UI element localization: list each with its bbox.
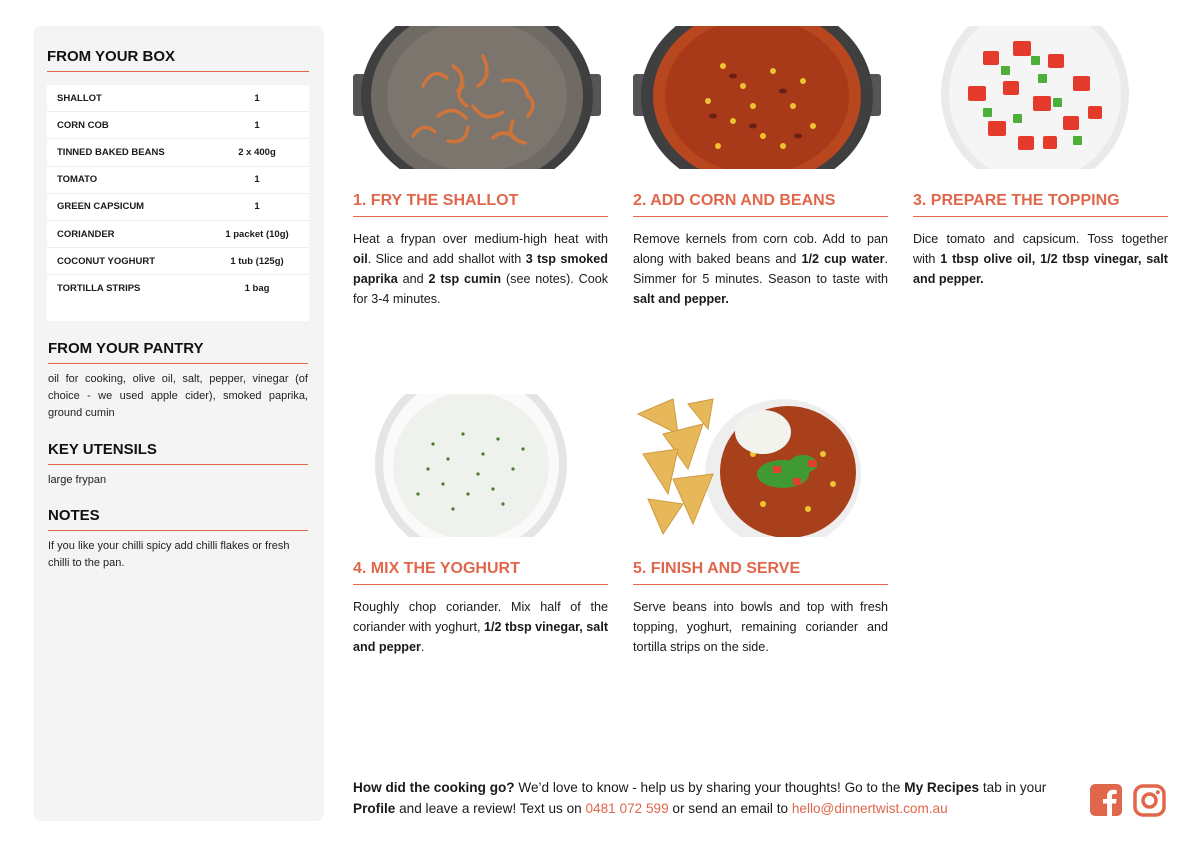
contact-link[interactable]: hello@dinnertwist.com.au: [791, 801, 948, 816]
bold-text: 1/2 tbsp vinegar, salt and pepper: [353, 620, 609, 654]
step-3-text: [913, 229, 1168, 289]
step-2-text: [633, 229, 888, 309]
text-segment: (see notes). Cook for 3-4 minutes.: [353, 272, 608, 306]
table-row: [47, 167, 309, 194]
bold-text: oil: [353, 252, 368, 266]
step-5: [633, 394, 888, 657]
text-segment: . Simmer for 5 minutes. Season to taste with: [633, 252, 889, 286]
step-2-title: 2. ADD CORN AND BEANS: [633, 192, 888, 217]
step-1-title: 1. FRY THE SHALLOT: [353, 192, 608, 217]
notes-section: [48, 507, 308, 572]
step-3-title: 3. PREPARE THE TOPPING: [913, 192, 1168, 217]
text-segment: and: [397, 272, 429, 286]
table-row: [47, 194, 309, 221]
table-row: [47, 275, 309, 301]
ingredient-qty: 1 packet (10g): [225, 228, 289, 240]
table-row: [47, 139, 309, 166]
from-your-pantry-section: [48, 340, 308, 422]
facebook-icon[interactable]: [1090, 784, 1122, 821]
bold-text: How did the cooking go?: [353, 780, 515, 795]
bold-text: 1/2 cup water: [801, 252, 885, 266]
step-2: [633, 26, 888, 309]
step-1: [353, 26, 608, 309]
ingredient-qty: 1: [254, 201, 260, 213]
ingredient-name: CORIANDER: [57, 228, 115, 240]
step-5-text: [633, 597, 888, 657]
ingredient-name: CORN COB: [57, 119, 109, 131]
text-segment: Roughly chop coriander. Mix half of the coriander with yoghurt,: [353, 600, 608, 634]
bold-text: salt and pepper.: [633, 292, 729, 306]
step-4-text: [353, 597, 608, 657]
table-row: [47, 112, 309, 139]
bold-text: 1 tbsp olive oil, 1/2 tbsp vinegar, salt and pepper.: [913, 252, 1168, 286]
step-1-image: [353, 26, 608, 169]
ingredient-name: COCONUT YOGHURT: [57, 255, 155, 267]
ingredient-qty: 1: [254, 92, 260, 104]
step-2-image: [633, 26, 888, 169]
step-4: [353, 394, 608, 657]
step-3-image: [913, 26, 1168, 169]
from-your-box-section: [47, 48, 309, 321]
text-segment: and leave a review! Text us on: [395, 801, 586, 816]
text-segment: Remove kernels from corn cob. Add to pan along with baked beans and: [633, 232, 888, 266]
key-utensils-section: [48, 441, 308, 489]
step-5-image: [633, 394, 888, 537]
ingredients-table: [47, 85, 309, 321]
step-4-image: [353, 394, 608, 537]
notes-text: If you like your chilli spicy add chilli flakes or fresh chilli to the pan.: [48, 540, 290, 569]
ingredient-qty: 2 x 400g: [238, 146, 276, 158]
text-segment: Dice tomato and capsicum. Toss together with: [913, 232, 1168, 266]
ingredient-qty: 1 bag: [244, 282, 270, 294]
step-1-text: [353, 229, 608, 309]
ingredient-name: GREEN CAPSICUM: [57, 201, 145, 213]
text-segment: We’d love to know - help us by sharing your thoughts! Go to the: [514, 780, 905, 795]
ingredient-qty: 1: [254, 119, 260, 131]
table-row: [47, 85, 309, 112]
text-segment: or send an email to: [668, 801, 792, 816]
instagram-icon[interactable]: [1133, 784, 1166, 822]
utensils-text: large frypan: [48, 474, 107, 486]
text-segment: Serve beans into bowls and top with fresh topping, yoghurt, remaining coriander and tortilla strips on the side.: [633, 600, 888, 654]
ingredient-name: TINNED BAKED BEANS: [57, 146, 165, 158]
step-3: [913, 26, 1168, 289]
text-segment: .: [420, 640, 425, 654]
ingredient-qty: 1 tub (125g): [230, 255, 284, 267]
step-5-title: 5. FINISH AND SERVE: [633, 560, 888, 585]
ingredients-sidebar: [33, 26, 324, 821]
text-segment: Heat a frypan over medium-high heat with: [353, 232, 608, 246]
table-row: [47, 248, 309, 275]
from-your-box-title: FROM YOUR BOX: [47, 48, 309, 72]
ingredient-qty: 1: [254, 174, 260, 186]
bold-text: 2 tsp cumin: [428, 272, 502, 286]
pantry-text: oil for cooking, olive oil, salt, pepper, vinegar (of choice - we used apple cider), smoked paprika, ground cumin: [48, 373, 308, 419]
step-4-title: 4. MIX THE YOGHURT: [353, 560, 608, 585]
from-your-pantry-title: FROM YOUR PANTRY: [48, 340, 308, 364]
text-segment: tab in your: [979, 780, 1047, 795]
bold-text: My Recipes: [904, 780, 980, 795]
ingredient-name: SHALLOT: [57, 92, 102, 104]
ingredient-name: TOMATO: [57, 174, 98, 186]
bold-text: 3 tsp smoked paprika: [353, 252, 608, 286]
contact-link[interactable]: 0481 072 599: [585, 801, 669, 816]
text-segment: . Slice and add shallot with: [367, 252, 526, 266]
bold-text: Profile: [353, 801, 396, 816]
key-utensils-title: KEY UTENSILS: [48, 441, 308, 465]
ingredient-name: TORTILLA STRIPS: [57, 282, 141, 294]
feedback-footer: [353, 777, 1073, 819]
notes-title: NOTES: [48, 507, 308, 531]
table-row: [47, 221, 309, 248]
